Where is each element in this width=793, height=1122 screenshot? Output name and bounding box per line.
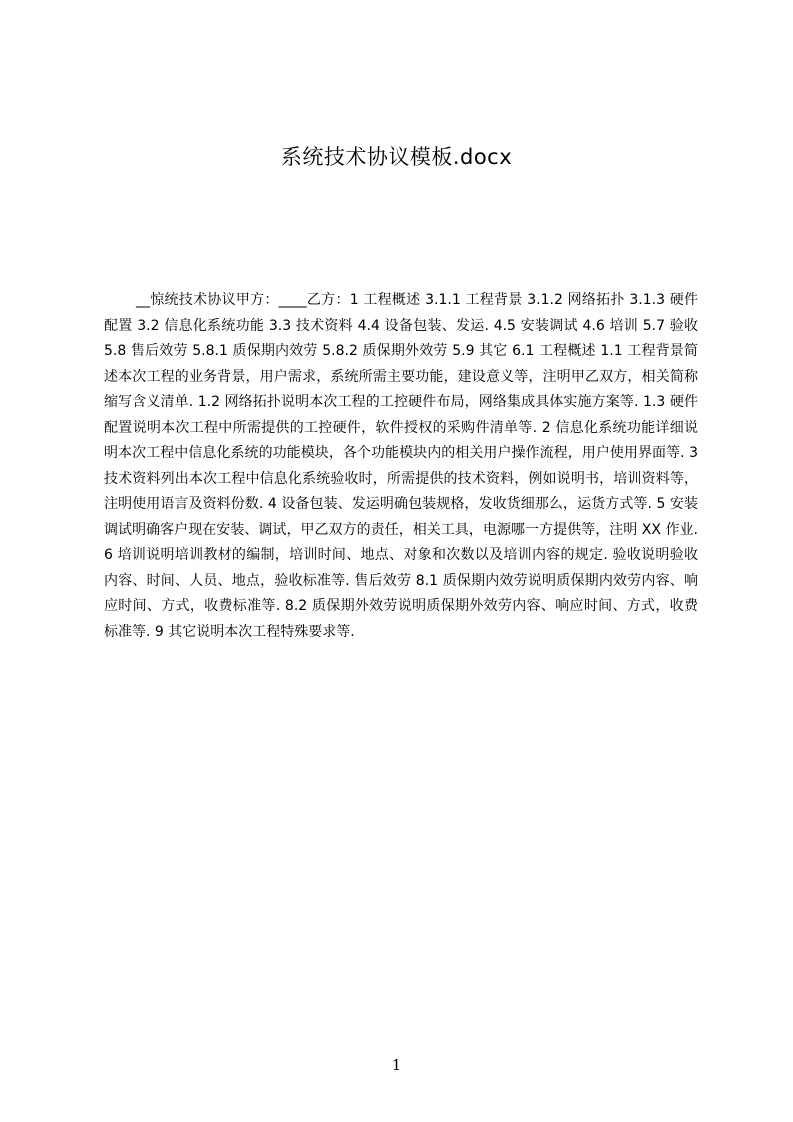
page-number: 1 [391,1056,402,1074]
document-title: 系统技术协议模板.docx [280,145,513,169]
document-body-paragraph: __惊统技术协议甲方：____乙方：1 工程概述 3.1.1 工程背景 3.1.2 网络拓扑 3.1.3 硬件配置 3.2 信息化系统功能 3.3 技术资料 4.4 设备包装、发运. 4.5 安装调试 4.6 培训 5.7 验收 5.8 售后效劳 5.8.1 质保期内效劳 5.8.2 质保期外效劳 5.9 其它 6.1 工程概述 1.1 工程背景简述本次工程的业务背景，用户需求，系统所需主要功能，建设意义等，注明甲乙双方，相关简称缩写含义清单. 1.2 网络拓扑说明本次工程的工控硬件布局，网络集成具体实施方案等. 1.3 硬件配置说明本次工程中所需提供的工控硬件，软件授权的采购件清单等. 2 信息化系统功能详细说明本次工程中信息化系统的功能模块，各个功能模块内的相关用户操作流程，用户使用界面等. 3 技术资料列出本次工程中信息化系统验收时，所需提供的技术资料，例如说明书，培训资料等，注明使用语言及资料份数. 4 设备包装、发运明确包装规格，发收货细那么，运货方式等. 5 安装调试明确客户现在安装、调试，甲乙双方的责任，相关工具，电源哪一方提供等，注明 XX 作业. 6 培训说明培训教材的编制，培训时间、地点、对象和次数以及培训内容的规定. 验收说明验收内容、时间、人员、地点，验收标准等. 售后效劳 8.1 质保期内效劳说明质保期内效劳内容、响应时间、方式，收费标准等. 8.2 质保期外效劳说明质保期外效劳内容、响应时间、方式，收费标准等. 9 其它说明本次工程特殊要求等. [104,292,698,640]
